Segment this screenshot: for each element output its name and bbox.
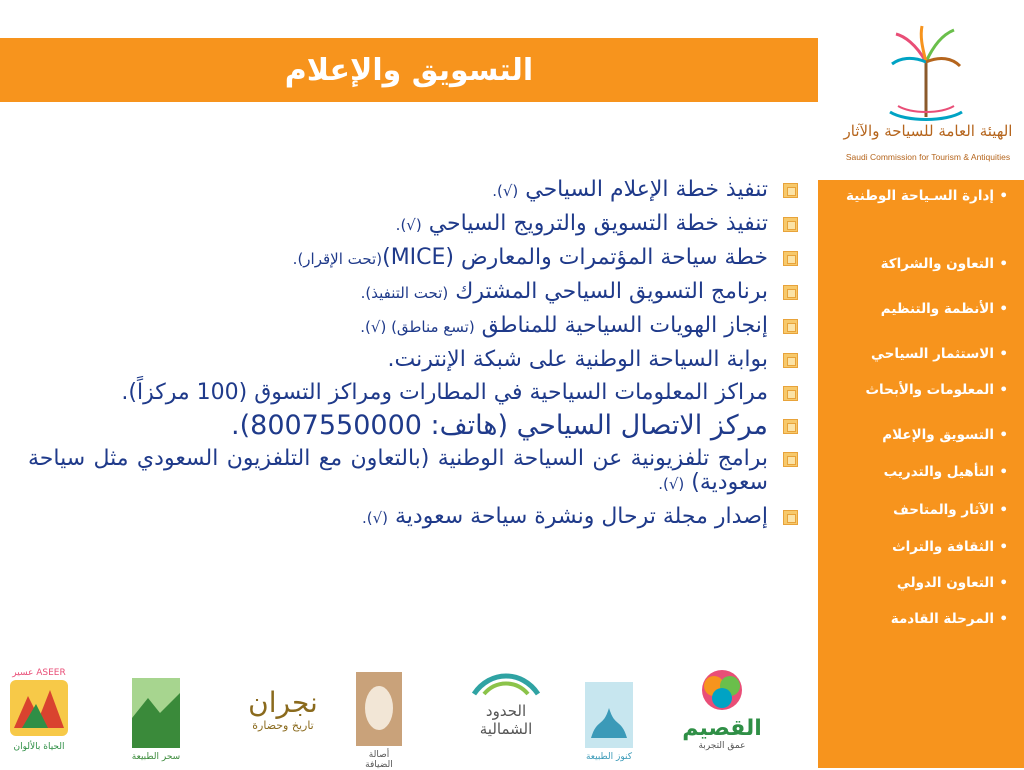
footer-logos — [0, 668, 818, 768]
bullet-icon — [783, 452, 798, 467]
bullet-icon — [783, 217, 798, 232]
list-item: تنفيذ خطة الإعلام السياحي (√). — [28, 178, 798, 203]
sidebar-item-marketing[interactable]: • التسويق والإعلام — [824, 427, 994, 444]
page-title: التسويق والإعلام — [284, 52, 534, 88]
list-item: مراكز المعلومات السياحية في المطارات ومراكز التسوق (100 مركزاً). — [28, 381, 798, 405]
qassim-logo-icon: القصيم عمق التجربة — [682, 668, 762, 751]
organization-name-english: Saudi Commission for Tourism & Antiquities — [845, 152, 1011, 162]
list-item: برامج تلفزيونية عن السياحة الوطنية (بالتعاون مع التلفزيون السعودي مثل سياحة سعودية) (√). — [28, 447, 798, 496]
list-item: تنفيذ خطة التسويق والترويج السياحي (√). — [28, 212, 798, 237]
list-item: إنجاز الهويات السياحية للمناطق (تسع مناطق) (√). — [28, 314, 798, 339]
sidebar — [818, 180, 1024, 768]
hail-logo-icon: أصالة الضيافة — [356, 668, 402, 770]
bullet-icon — [783, 510, 798, 525]
bullet-icon — [783, 183, 798, 198]
list-item: بوابة السياحة الوطنية على شبكة الإنترنت. — [28, 348, 798, 372]
list-item: خطة سياحة المؤتمرات والمعارض (MICE)(تحت الإقرار). — [28, 246, 798, 271]
sidebar-item-cooperation[interactable]: • التعاون والشراكة — [824, 256, 994, 273]
northern-borders-logo-icon: الحدود الشمالية — [470, 668, 542, 738]
sidebar-item-national-tourism[interactable]: • إدارة السـياحة الوطنية — [824, 188, 994, 205]
sidebar-item-international[interactable]: • التعاون الدولي — [824, 575, 994, 592]
najran-logo-icon: نجران تاريخ وحضارة — [248, 686, 318, 732]
list-item: برنامج التسويق السياحي المشترك (تحت التنفيذ). — [28, 280, 798, 305]
sidebar-item-training[interactable]: • التأهيل والتدريب — [824, 464, 994, 481]
bullet-icon — [783, 285, 798, 300]
content-list — [28, 178, 798, 539]
bullet-icon — [783, 251, 798, 266]
bullet-icon — [783, 419, 798, 434]
sidebar-item-next-phase[interactable]: • المرحلة القادمة — [824, 611, 994, 628]
asir-logo-icon: ASEER عسير الحياة بالألوان — [8, 668, 70, 752]
sidebar-item-antiquities[interactable]: • الآثار والمتاحف — [824, 502, 994, 519]
sidebar-item-research[interactable]: • المعلومات والأبحاث — [824, 382, 994, 399]
baha-logo-icon: سحر الطبيعة — [130, 668, 182, 762]
sidebar-item-regulations[interactable]: • الأنظمة والتنظيم — [824, 301, 994, 318]
bullet-icon — [783, 386, 798, 401]
palm-tree-logo-icon — [828, 22, 1024, 167]
title-bar — [0, 38, 818, 102]
list-item: إصدار مجلة ترحال ونشرة سياحة سعودية (√). — [28, 505, 798, 530]
jazan-logo-icon: كنوز الطبيعة — [583, 668, 635, 762]
sidebar-item-heritage[interactable]: • الثقافة والتراث — [824, 539, 994, 556]
sidebar-item-investment[interactable]: • الاستثمار السياحي — [824, 346, 994, 363]
organization-name-arabic: الهيئة العامة للسياحة والآثار — [843, 122, 1013, 140]
bullet-icon — [783, 319, 798, 334]
bullet-icon — [783, 353, 798, 368]
list-item: مركز الاتصال السياحي (هاتف: 8007550000). — [28, 414, 798, 438]
